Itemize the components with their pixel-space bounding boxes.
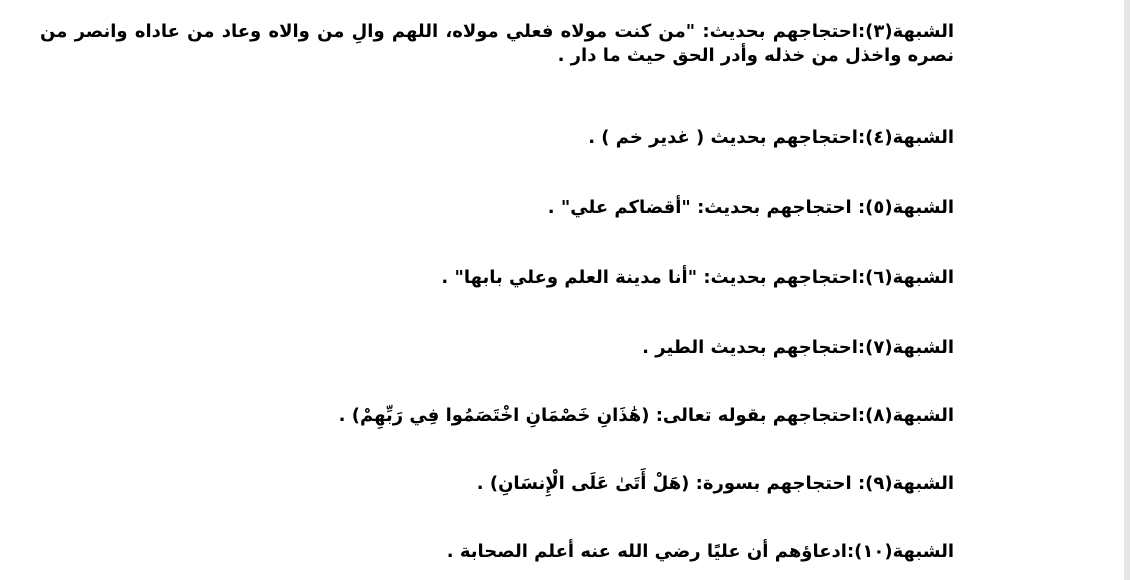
paragraph-shubha-5: الشبهة(٥): احتجاجهم بحديث: "أقضاكم علي" . bbox=[547, 197, 954, 218]
paragraph-shubha-8: الشبهة(٨):احتجاجهم بقوله تعالى: (هَٰذَانِ خَصْمَانِ اخْتَصَمُوا فِي رَبِّهِمْ) . bbox=[338, 405, 954, 426]
paragraph-shubha-3: الشبهة(٣):احتجاجهم بحديث: "من كنت مولاه فعلي مولاه، اللهم والِ من والاه وعاد من عاداه وانصر من نصره واخذل من خذله وأدر الحق حيث ما دار . bbox=[40, 21, 954, 66]
paragraph-shubha-7: الشبهة(٧):احتجاجهم بحديث الطير . bbox=[642, 337, 954, 358]
paragraph-shubha-9: الشبهة(٩): احتجاجهم بسورة: (هَلْ أَتَىٰ عَلَى الْإِنسَانِ) . bbox=[476, 473, 954, 494]
paragraph-shubha-10: الشبهة(١٠):ادعاؤهم أن عليًا رضي الله عنه أعلم الصحابة . bbox=[446, 541, 954, 562]
document-body bbox=[40, 0, 954, 580]
paragraph-shubha-6: الشبهة(٦):احتجاجهم بحديث: "أنا مدينة العلم وعلي بابها" . bbox=[441, 267, 954, 288]
paragraph-shubha-4: الشبهة(٤):احتجاجهم بحديث ( غدير خم ) . bbox=[588, 127, 954, 148]
